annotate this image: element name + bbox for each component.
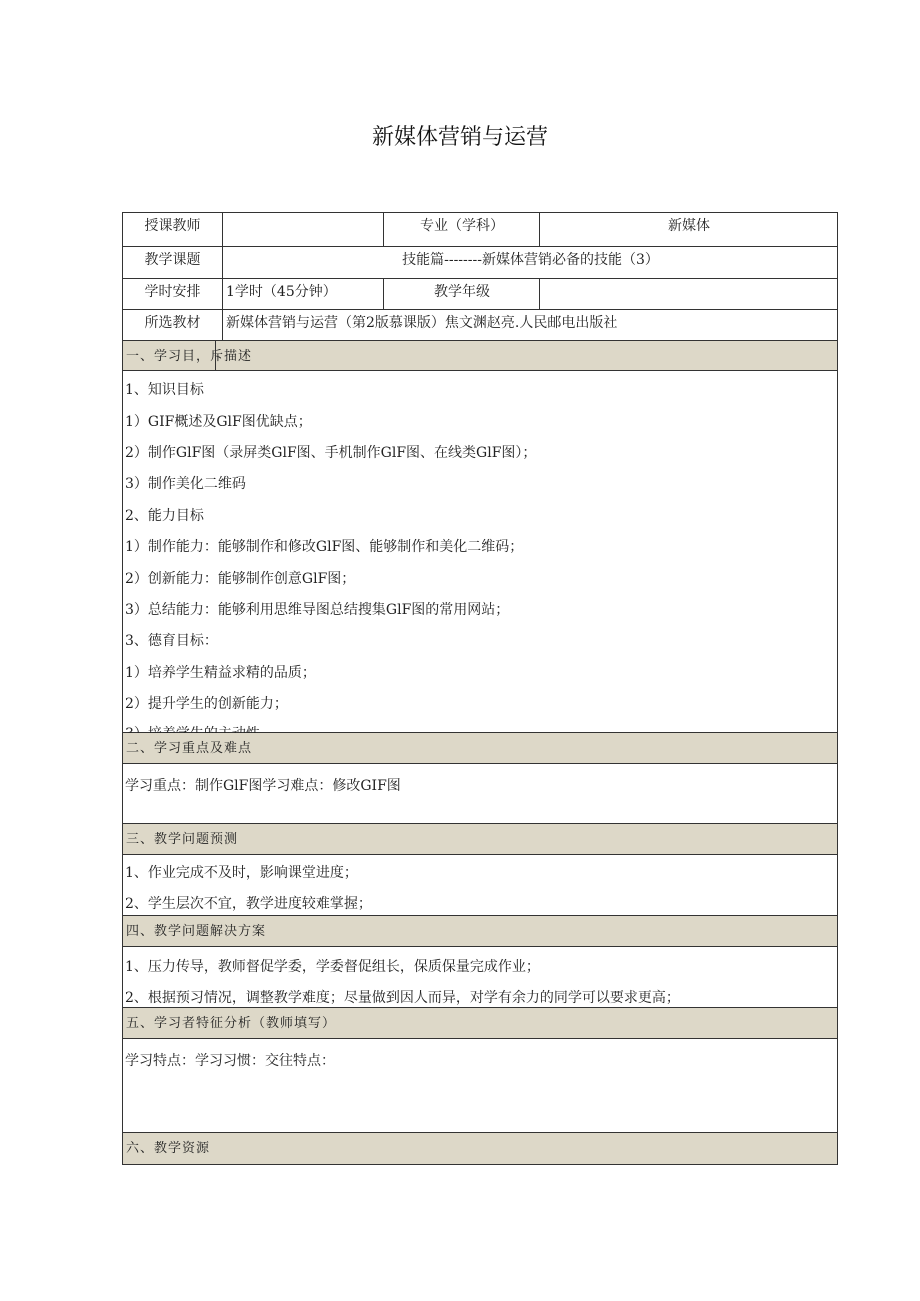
textbook-value-cell xyxy=(222,310,837,340)
major-label-cell xyxy=(383,213,539,246)
textbook-label: 所选教材 xyxy=(144,315,201,331)
objective-line: 1）培养学生精益求精的品质； xyxy=(125,665,316,681)
section-body-learners xyxy=(123,1039,837,1133)
major-value: 新媒体 xyxy=(668,218,710,234)
topic-value: 技能篇--------新媒体营销必备的技能（3） xyxy=(402,252,659,268)
topic-label: 教学课题 xyxy=(144,252,201,268)
section-heading-keypoints xyxy=(123,733,837,764)
teacher-value-cell xyxy=(222,213,383,246)
solutions-line: 2、根据预习情况，调整教学难度；尽量做到因人而异，对学有余力的同学可以要求更高； xyxy=(125,990,680,1006)
objective-line: 3）总结能力：能够利用思维导图总结搜集GlF图的常用网站； xyxy=(125,602,510,618)
section-heading-text: 一、学习目，斥描述 xyxy=(126,349,253,364)
solutions-line: 1、压力传导，教师督促学委，学委督促组长，保质保量完成作业； xyxy=(125,959,540,975)
info-row-hours xyxy=(123,279,837,310)
section-body-problems xyxy=(123,855,837,916)
hours-value: 1学时（45分钟） xyxy=(226,284,337,300)
lesson-plan-table xyxy=(122,212,838,1165)
year-label: 教学年级 xyxy=(434,284,490,300)
keypoints-line: 学习重点：制作GlF图学习难点：修改GIF图 xyxy=(125,778,401,794)
year-value-cell xyxy=(539,279,837,309)
year-label-cell xyxy=(383,279,539,309)
heading-divider xyxy=(215,341,216,370)
textbook-value: 新媒体营销与运营（第2版慕课版）焦文渊赵亮.人民邮电出版社 xyxy=(226,315,618,331)
section-body-keypoints xyxy=(123,764,837,824)
topic-label-cell xyxy=(123,247,222,278)
objective-line: 2）提升学生的创新能力； xyxy=(125,696,288,712)
textbook-label-cell xyxy=(123,310,222,340)
section-heading-text: 四、教学问题解决方案 xyxy=(126,924,267,939)
info-row-topic xyxy=(123,247,837,279)
problems-line: 1、作业完成不及时，影响课堂进度； xyxy=(125,865,358,881)
section-body-objectives xyxy=(123,371,837,733)
hours-label: 学时安排 xyxy=(144,284,201,300)
info-row-teacher xyxy=(123,213,837,247)
teacher-label: 授课教师 xyxy=(144,218,201,234)
learners-line: 学习特点：学习习惯：交往特点： xyxy=(125,1053,335,1069)
section-heading-problems xyxy=(123,824,837,855)
section-heading-learners xyxy=(123,1008,837,1039)
major-value-cell xyxy=(539,213,837,246)
section-heading-text: 六、教学资源 xyxy=(126,1141,211,1156)
section-heading-text: 五、学习者特征分析（教师填写） xyxy=(126,1016,337,1031)
major-label: 专业（学科） xyxy=(420,218,504,234)
section-heading-text: 二、学习重点及难点 xyxy=(126,741,253,756)
objective-line: 1）制作能力：能够制作和修改GlF图、能够制作和美化二维码； xyxy=(125,539,524,555)
section-heading-objectives xyxy=(123,341,837,371)
objective-line: 3、德育目标： xyxy=(125,633,218,649)
objective-line: 1）GIF概述及GlF图优缺点； xyxy=(125,414,312,430)
section-body-solutions xyxy=(123,947,837,1008)
section-heading-solutions xyxy=(123,916,837,947)
topic-value-cell xyxy=(222,247,837,278)
page-title: 新媒体营销与运营 xyxy=(371,125,548,150)
objective-line: 3）制作美化二维码 xyxy=(125,476,246,492)
section-heading-resources xyxy=(123,1133,837,1164)
section-heading-text: 三、教学问题预测 xyxy=(126,832,239,847)
hours-value-cell xyxy=(222,279,383,309)
objective-line: 2、能力目标 xyxy=(125,508,204,524)
objective-line: 1、知识目标 xyxy=(125,382,204,398)
objective-line: 2）创新能力：能够制作创意GlF图； xyxy=(125,571,356,587)
objective-line: 2）制作GlF图（录屏类GlF图、手机制作GlF图、在线类GlF图）； xyxy=(125,445,537,461)
info-row-textbook xyxy=(123,310,837,341)
teacher-label-cell xyxy=(123,213,222,246)
problems-line: 2、学生层次不宜，教学进度较难掌握； xyxy=(125,896,372,912)
hours-label-cell xyxy=(123,279,222,309)
